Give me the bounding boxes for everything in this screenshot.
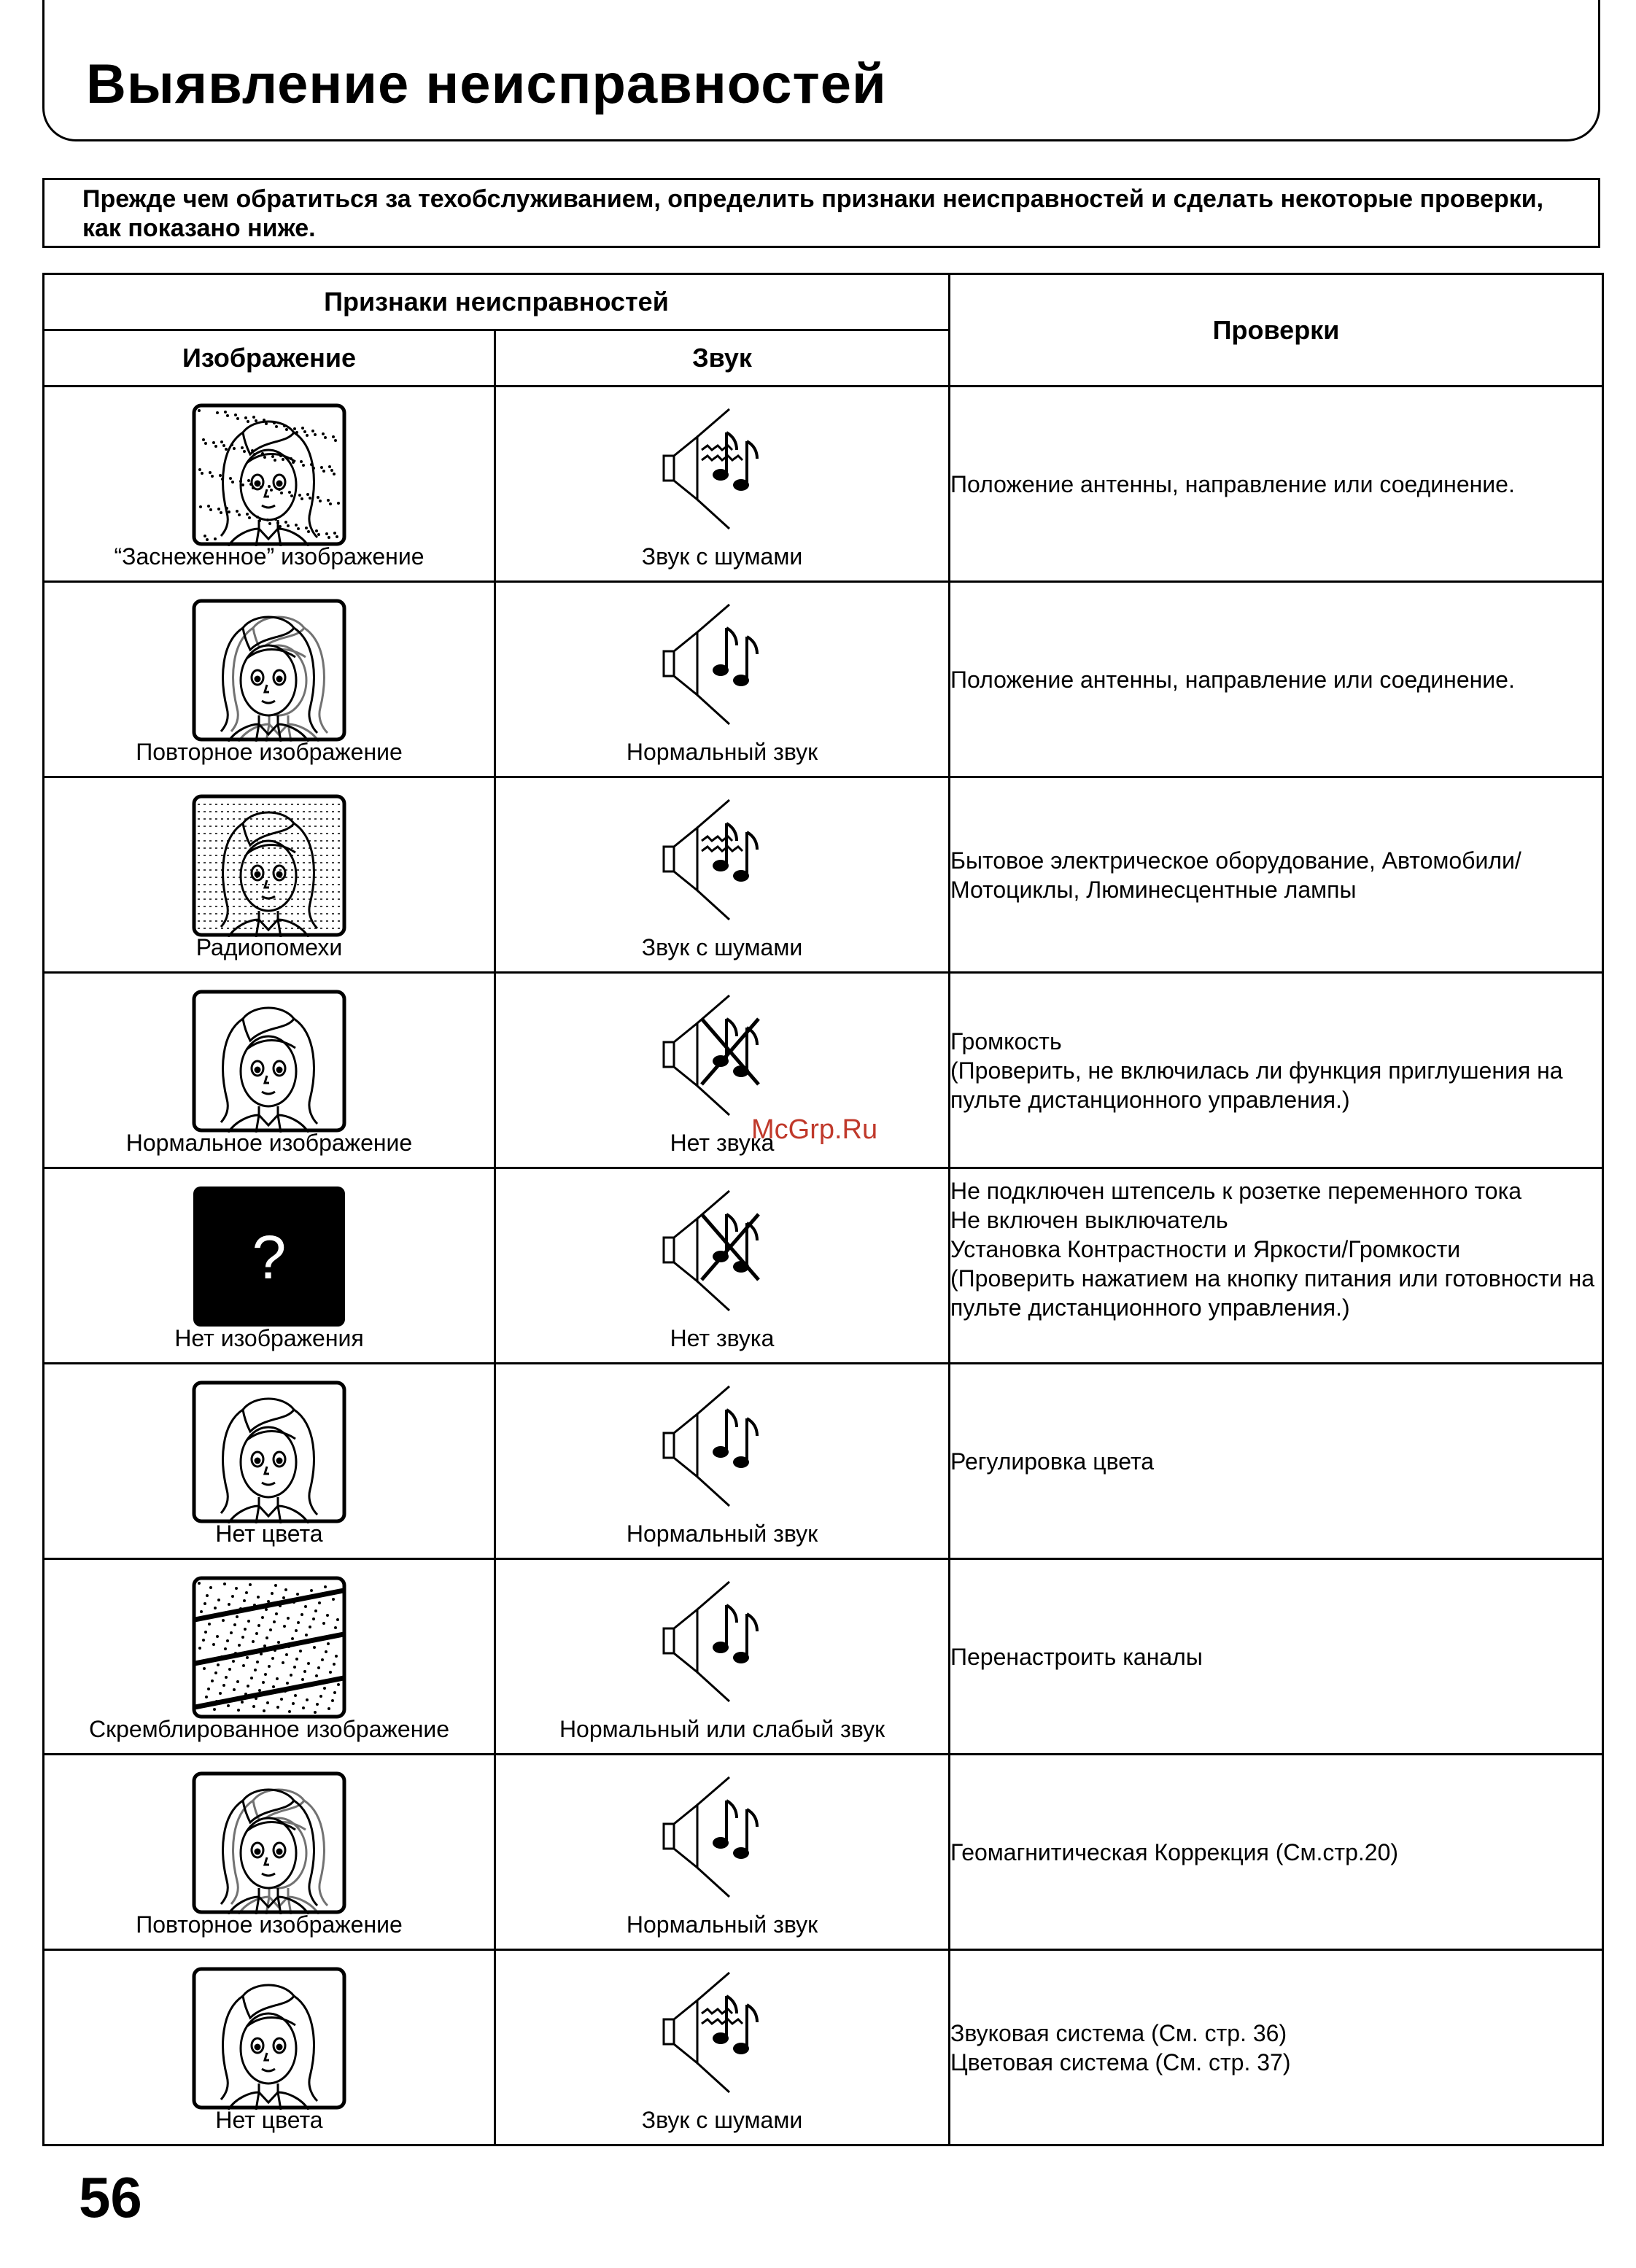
table-row <box>44 1755 1603 1950</box>
table-row <box>44 777 1603 973</box>
sound-symptom-cell <box>495 1559 950 1755</box>
check-item: Положение антенны, направление или соединение. <box>950 666 1515 693</box>
checks-cell <box>950 582 1603 777</box>
checks-cell <box>950 1364 1603 1559</box>
table-row <box>44 1168 1603 1364</box>
question-mark-icon: ? <box>252 1223 287 1292</box>
watermark: McGrp.Ru <box>751 1114 878 1145</box>
sound-symptom-cell <box>495 1950 950 2145</box>
sound-caption: Звук с шумами <box>641 2107 803 2133</box>
sound-symptom-cell <box>495 1364 950 1559</box>
sound-symptom-cell <box>495 582 950 777</box>
checks-cell <box>950 1559 1603 1755</box>
image-caption: Скремблированное изображение <box>88 1716 450 1742</box>
checks-header: Проверки <box>950 274 1603 387</box>
sound-symptom-cell <box>495 1168 950 1364</box>
image-caption: Радиопомехи <box>195 934 343 960</box>
image-symptom-cell <box>44 1364 495 1559</box>
checks-cell <box>950 387 1603 582</box>
image-caption: Нормальное изображение <box>125 1130 413 1156</box>
sound-column-header: Звук <box>495 330 950 387</box>
page-title: Выявление неисправностей <box>86 53 887 115</box>
image-caption: Нет изображения <box>174 1325 364 1351</box>
image-symptom-cell <box>44 973 495 1168</box>
image-caption: Повторное изображение <box>136 739 403 765</box>
symptoms-header: Признаки неисправностей <box>44 274 950 330</box>
sound-caption: Нормальный звук <box>626 739 818 765</box>
table-body <box>44 387 1603 2145</box>
image-symptom-cell <box>44 777 495 973</box>
page-number: 56 <box>79 2165 142 2229</box>
check-item: Регулировка цвета <box>950 1448 1155 1475</box>
table-row <box>44 387 1603 582</box>
checks-cell <box>950 777 1603 973</box>
image-column-header: Изображение <box>44 330 495 387</box>
sound-symptom-cell <box>495 777 950 973</box>
table-row <box>44 1364 1603 1559</box>
checks-cell <box>950 1168 1603 1364</box>
check-item: Громкость <box>950 1028 1062 1055</box>
sound-caption: Звук с шумами <box>641 934 803 960</box>
sound-caption: Нормальный или слабый звук <box>559 1716 885 1742</box>
image-symptom-cell <box>44 1559 495 1755</box>
image-symptom-cell <box>44 1755 495 1950</box>
table-row <box>44 582 1603 777</box>
image-caption: Нет цвета <box>215 2107 323 2133</box>
image-symptom-cell <box>44 387 495 582</box>
image-caption: Нет цвета <box>215 1521 323 1547</box>
checks-cell <box>950 1950 1603 2145</box>
sound-symptom-cell <box>495 387 950 582</box>
troubleshooting-table <box>42 273 1604 2146</box>
table-row <box>44 1559 1603 1755</box>
check-item: Цветовая система (См. стр. 37) <box>950 2048 1291 2075</box>
image-symptom-cell <box>44 1168 495 1364</box>
intro-box: Прежде чем обратиться за техобслуживанием, определить признаки неисправностей и сделать некоторые проверки, как показано ниже. <box>42 178 1600 248</box>
sound-symptom-cell <box>495 973 950 1168</box>
check-item: Перенастроить каналы <box>950 1643 1203 1670</box>
check-item: Геомагнитическая Коррекция (См.стр.20) <box>950 1838 1399 1865</box>
check-item: Бытовое электрическое оборудование, Автомобили/Мотоциклы, Люминесцентные лампы <box>950 847 1521 903</box>
check-item: Установка Контрастности и Яркости/Громкости <box>950 1236 1461 1262</box>
image-symptom-cell <box>44 1950 495 2145</box>
image-symptom-cell <box>44 582 495 777</box>
sound-caption: Нет звука <box>670 1325 775 1351</box>
image-caption: Повторное изображение <box>136 1911 403 1938</box>
image-caption: “Заснеженное” изображение <box>114 543 424 570</box>
sound-caption: Нормальный звук <box>626 1911 818 1938</box>
sound-caption: Звук с шумами <box>641 543 803 570</box>
checks-cell <box>950 973 1603 1168</box>
check-item: Положение антенны, направление или соединение. <box>950 470 1515 497</box>
sound-symptom-cell <box>495 1755 950 1950</box>
check-item: Не включен выключатель <box>950 1207 1228 1233</box>
sound-caption: Нет звука <box>670 1130 775 1156</box>
check-item: Не подключен штепсель к розетке переменного тока <box>950 1178 1522 1204</box>
sound-caption: Нормальный звук <box>626 1521 818 1547</box>
check-item: (Проверить, не включилась ли функция приглушения на пульте дистанционного управления.) <box>950 1057 1563 1113</box>
checks-cell <box>950 1755 1603 1950</box>
check-item: (Проверить нажатием на кнопку питания или готовности на пульте дистанционного управления.) <box>950 1265 1595 1321</box>
table-row <box>44 1950 1603 2145</box>
check-item: Звуковая система (См. стр. 36) <box>950 2019 1287 2046</box>
